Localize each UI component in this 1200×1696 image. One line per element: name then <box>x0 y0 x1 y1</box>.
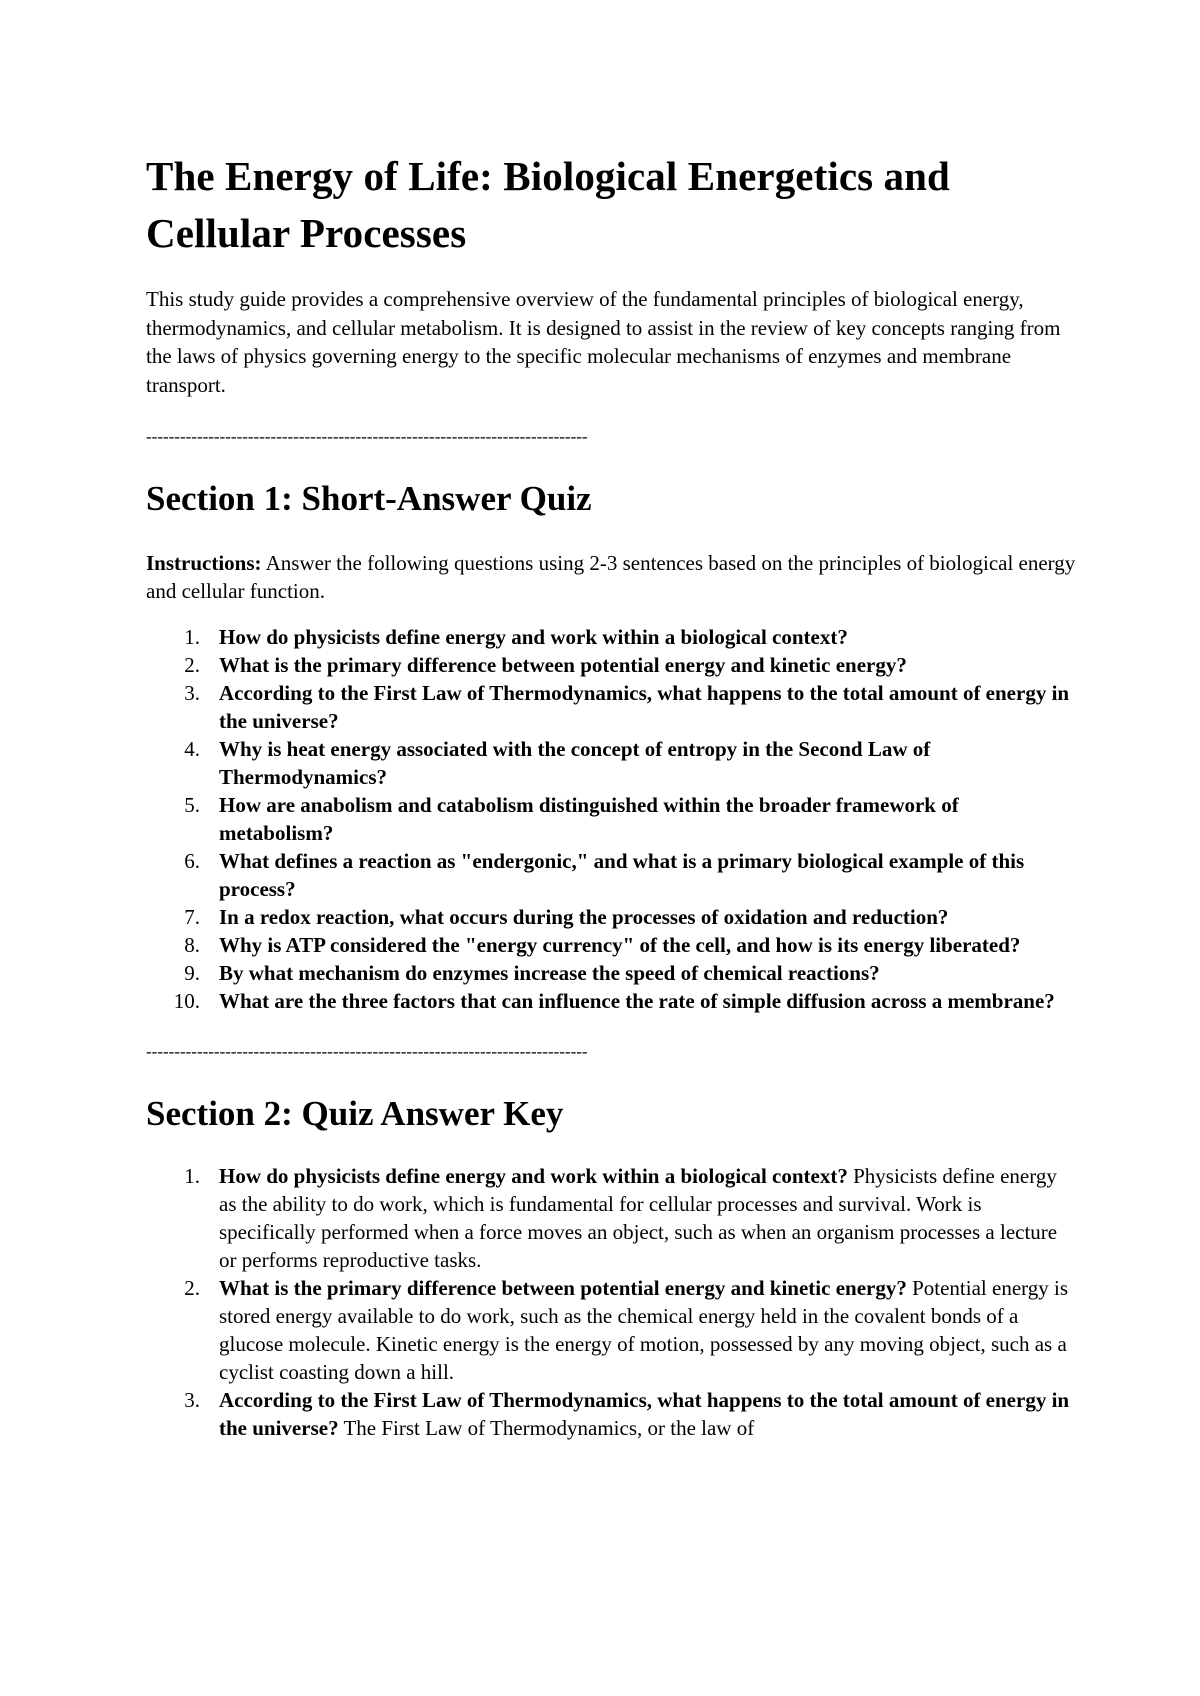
answer-text: Physicists define energy as the ability to do work, which is fundamental for cellular processes and survival. Work is specifically performed when a force moves an object, such as when an organism processes a lecture or performs reproductive tasks. <box>219 1164 1058 1272</box>
section-divider: ------------------------------------------------------------------------------ <box>146 427 588 446</box>
question-text: Why is heat energy associated with the concept of entropy in the Second Law of Thermodynamics? <box>219 737 931 789</box>
question-number: 10. <box>173 989 200 1013</box>
answer-question: How do physicists define energy and work within a biological context? <box>219 1164 848 1188</box>
quiz-question <box>146 959 1076 987</box>
intro-paragraph: This study guide provides a comprehensive overview of the fundamental principles of biological energy, thermodynamics, and cellular metabolism. It is designed to assist in the review of key concepts ranging from the laws of physics governing energy to the specific molecular mechanisms of enzymes and membrane transport. <box>146 287 1061 397</box>
question-number: 9. <box>184 961 200 985</box>
quiz-question <box>146 623 1076 651</box>
answer-question: What is the primary difference between potential energy and kinetic energy? <box>219 1276 907 1300</box>
instructions-label: Instructions: <box>146 551 262 575</box>
quiz-question <box>146 931 1076 959</box>
question-number: 5. <box>184 793 200 817</box>
answer-question: According to the First Law of Thermodynamics, what happens to the total amount of energy in the universe? <box>219 1388 1070 1440</box>
answer-number: 3. <box>184 1388 200 1412</box>
answer-number: 2. <box>184 1276 200 1300</box>
answer-text: The First Law of Thermodynamics, or the law of <box>338 1416 755 1440</box>
section-2-heading: Section 2: Quiz Answer Key <box>146 1094 564 1133</box>
answer-item <box>146 1162 1076 1274</box>
quiz-question <box>146 651 1076 679</box>
quiz-question-list <box>146 623 1076 1015</box>
answer-item <box>146 1386 1076 1442</box>
section-divider: ------------------------------------------------------------------------------ <box>146 1042 588 1061</box>
question-number: 7. <box>184 905 200 929</box>
quiz-question <box>146 903 1076 931</box>
quiz-question <box>146 791 1076 847</box>
question-text: What is the primary difference between potential energy and kinetic energy? <box>219 653 907 677</box>
document-page <box>146 148 1076 1442</box>
instructions-text: Answer the following questions using 2-3 sentences based on the principles of biological energy and cellular function. <box>146 551 1076 603</box>
question-text: According to the First Law of Thermodynamics, what happens to the total amount of energy in the universe? <box>219 681 1070 733</box>
question-number: 2. <box>184 653 200 677</box>
document-title: The Energy of Life: Biological Energetics and Cellular Processes <box>146 153 950 256</box>
question-text: Why is ATP considered the "energy currency" of the cell, and how is its energy liberated? <box>219 933 1021 957</box>
answer-number: 1. <box>184 1164 200 1188</box>
question-number: 3. <box>184 681 200 705</box>
question-text: What are the three factors that can influence the rate of simple diffusion across a membrane? <box>219 989 1055 1013</box>
question-number: 8. <box>184 933 200 957</box>
section-1-heading: Section 1: Short-Answer Quiz <box>146 479 592 518</box>
answer-key-list <box>146 1162 1076 1442</box>
quiz-question <box>146 679 1076 735</box>
quiz-question <box>146 987 1076 1015</box>
answer-item <box>146 1274 1076 1386</box>
question-number: 4. <box>184 737 200 761</box>
question-text: How are anabolism and catabolism distinguished within the broader framework of metabolism? <box>219 793 959 845</box>
answer-text: Potential energy is stored energy available to do work, such as the chemical energy held in the covalent bonds of a glucose molecule. Kinetic energy is the energy of motion, possessed by any moving object, such as a cyclist coasting down a hill. <box>219 1276 1069 1384</box>
question-text: In a redox reaction, what occurs during the processes of oxidation and reduction? <box>219 905 949 929</box>
quiz-question <box>146 847 1076 903</box>
instructions-paragraph <box>146 549 1076 605</box>
question-text: By what mechanism do enzymes increase the speed of chemical reactions? <box>219 961 880 985</box>
quiz-question <box>146 735 1076 791</box>
question-text: What defines a reaction as "endergonic," and what is a primary biological example of this process? <box>219 849 1025 901</box>
question-text: How do physicists define energy and work within a biological context? <box>219 625 848 649</box>
question-number: 1. <box>184 625 200 649</box>
question-number: 6. <box>184 849 200 873</box>
